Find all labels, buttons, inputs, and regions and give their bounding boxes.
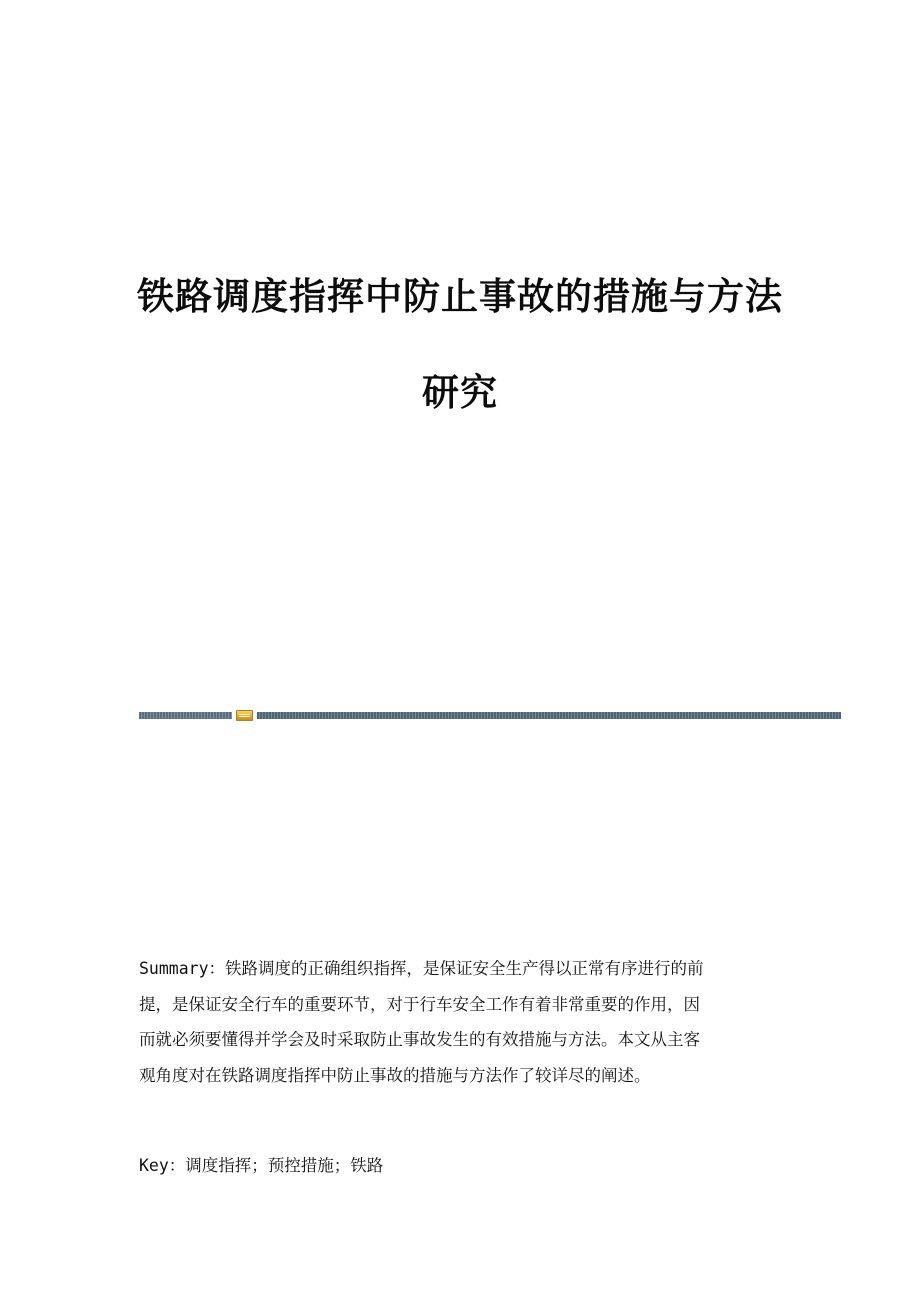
- document-title-line-2: 研究: [422, 370, 498, 414]
- summary-paragraph: [139, 951, 789, 1093]
- summary-line: 提，是保证安全行车的重要环节，对于行车安全工作有着非常重要的作用，因: [139, 994, 700, 1014]
- summary-line: 观角度对在铁路调度指挥中防止事故的措施与方法作了较详尽的阐述。: [139, 1065, 651, 1085]
- document-title-line-1: 铁路调度指挥中防止事故的措施与方法: [137, 274, 783, 318]
- keywords-line: Key：调度指挥；预控措施；铁路: [139, 1156, 384, 1175]
- divider-bar-right: [257, 712, 841, 719]
- summary-line: 而就必须要懂得并学会及时采取防止事故发生的有效措施与方法。本文从主客: [139, 1030, 700, 1049]
- section-divider: [139, 711, 841, 721]
- divider-bar-left: [139, 712, 232, 719]
- divider-ornament-icon: [236, 710, 253, 721]
- summary-line: Summary：铁路调度的正确组织指挥，是保证安全生产得以正常有序进行的前: [139, 959, 704, 978]
